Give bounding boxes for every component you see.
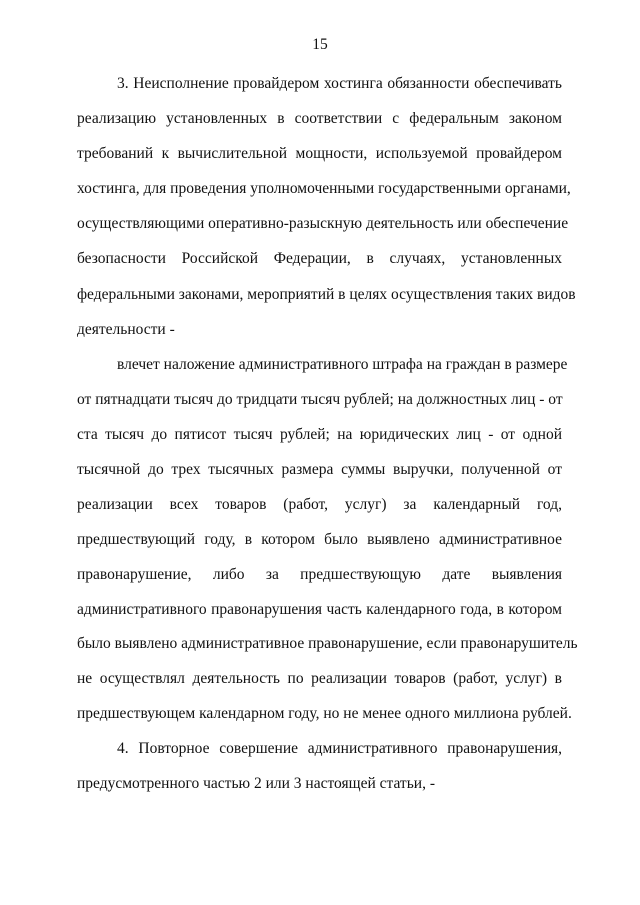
text-line: правонарушение, либо за предшествующую дате выявления xyxy=(77,566,562,583)
text-line: хостинга, для проведения уполномоченными государственными органами, xyxy=(77,180,571,197)
text-line: 3. Неисполнение провайдером хостинга обязанности обеспечивать xyxy=(117,75,562,92)
text-line: тысячной до трех тысячных размера суммы выручки, полученной от xyxy=(77,461,562,478)
text-line: реализацию установленных в соответствии с федеральным законом xyxy=(77,110,562,127)
text-line: влечет наложение административного штрафа на граждан в размере xyxy=(117,356,568,373)
text-line: не осуществлял деятельность по реализации товаров (работ, услуг) в xyxy=(77,670,562,687)
text-line: ста тысяч до пятисот тысяч рублей; на юридических лиц - от одной xyxy=(77,426,562,443)
text-line: федеральными законами, мероприятий в целях осуществления таких видов xyxy=(77,286,576,303)
text-line: 4. Повторное совершение административного правонарушения, xyxy=(117,740,562,757)
text-line: было выявлено административное правонарушение, если правонарушитель xyxy=(77,635,578,652)
text-line: реализации всех товаров (работ, услуг) за календарный год, xyxy=(77,496,562,513)
text-line: требований к вычислительной мощности, используемой провайдером xyxy=(77,145,562,162)
text-line: безопасности Российской Федерации, в случаях, установленных xyxy=(77,250,562,267)
text-line: от пятнадцати тысяч до тридцати тысяч рублей; на должностных лиц - от xyxy=(77,391,563,408)
text-line: предусмотренного частью 2 или 3 настоящей статьи, - xyxy=(77,775,435,792)
text-line: административного правонарушения часть календарного года, в котором xyxy=(77,601,562,618)
text-line: предшествующий году, в котором было выявлено административное xyxy=(77,531,562,548)
text-line: осуществляющими оперативно-разыскную деятельность или обеспечение xyxy=(77,215,569,232)
text-line: предшествующем календарном году, но не менее одного миллиона рублей. xyxy=(77,705,572,722)
text-line: деятельности - xyxy=(77,321,175,338)
page-number: 15 xyxy=(312,36,328,53)
